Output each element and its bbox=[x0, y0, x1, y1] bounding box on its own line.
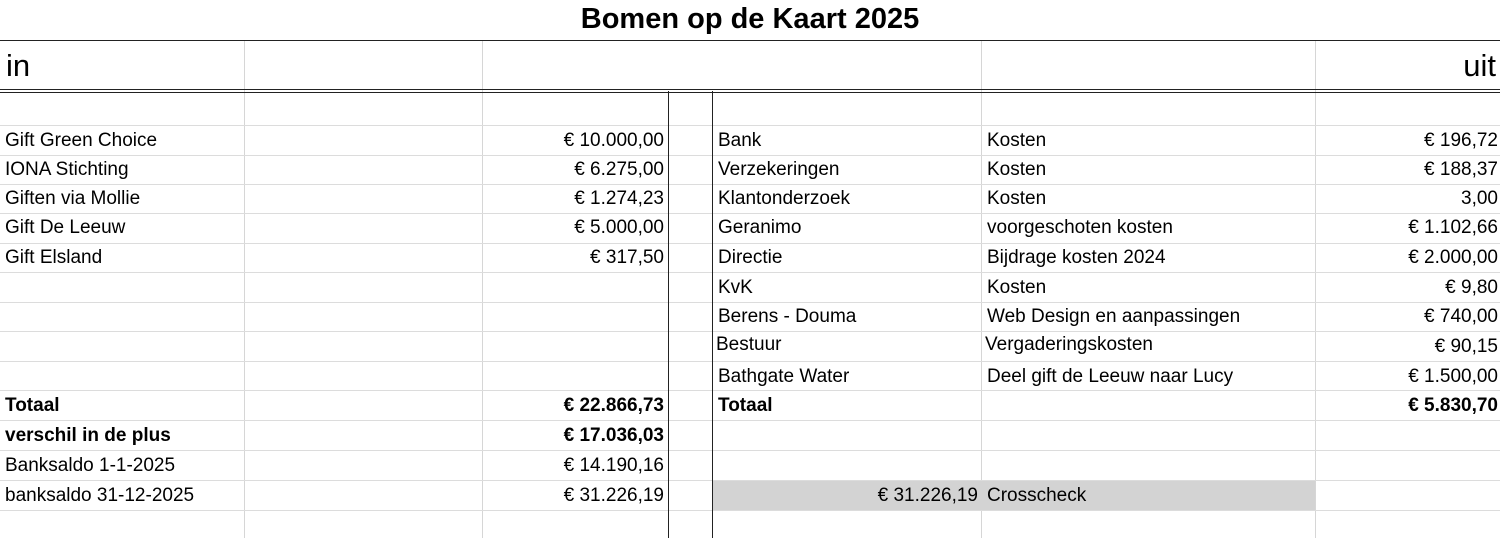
expense-amount: € 1.500,00 bbox=[1408, 366, 1498, 387]
expense-amount: € 1.102,66 bbox=[1408, 217, 1498, 238]
income-label: Gift Green Choice bbox=[5, 130, 158, 151]
expense-category: Kosten bbox=[987, 159, 1047, 180]
expense-category: Kosten bbox=[987, 188, 1047, 209]
column-separator bbox=[668, 91, 669, 538]
expense-category: Kosten bbox=[987, 130, 1047, 151]
grid-line bbox=[0, 450, 1500, 451]
grid-line bbox=[244, 40, 245, 538]
grid-line bbox=[1315, 40, 1316, 538]
income-label: Gift Elsland bbox=[5, 247, 103, 268]
expense-label: Klantonderzoek bbox=[718, 188, 851, 209]
income-label: Gift De Leeuw bbox=[5, 217, 126, 238]
expense-amount: € 90,15 bbox=[1434, 336, 1498, 357]
expense-amount: € 196,72 bbox=[1424, 130, 1498, 151]
expense-label: Directie bbox=[718, 247, 783, 268]
expense-label: KvK bbox=[718, 277, 753, 298]
crosscheck-amount: € 31.226,19 bbox=[877, 485, 978, 506]
header-border bbox=[0, 92, 1500, 93]
page-title: Bomen op de Kaart 2025 bbox=[580, 3, 920, 35]
grid-line bbox=[482, 40, 483, 538]
income-amount: € 10.000,00 bbox=[563, 130, 664, 151]
grid-line bbox=[0, 420, 1500, 421]
expense-amount: 3,00 bbox=[1461, 188, 1498, 209]
title-border bbox=[0, 40, 1500, 41]
header-border bbox=[0, 89, 1500, 90]
expense-total-amount: € 5.830,70 bbox=[1408, 395, 1498, 416]
income-label: Giften via Mollie bbox=[5, 188, 141, 209]
uit-header: uit bbox=[1463, 48, 1496, 83]
expense-label: Geranimo bbox=[718, 217, 802, 238]
grid-line bbox=[981, 40, 982, 538]
expense-label: Bank bbox=[718, 130, 762, 151]
expense-category: voorgeschoten kosten bbox=[987, 217, 1173, 238]
income-amount: € 317,50 bbox=[590, 247, 664, 268]
expense-category: Web Design en aanpassingen bbox=[987, 306, 1241, 327]
income-label: IONA Stichting bbox=[5, 159, 129, 180]
expense-category: Bijdrage kosten 2024 bbox=[987, 247, 1166, 268]
expense-category: Kosten bbox=[987, 277, 1047, 298]
income-total-label: Totaal bbox=[5, 395, 60, 416]
surplus-label: verschil in de plus bbox=[5, 425, 171, 446]
expense-label: Bathgate Water bbox=[718, 366, 850, 387]
expense-amount: € 188,37 bbox=[1424, 159, 1498, 180]
balance-end-amount: € 31.226,19 bbox=[563, 485, 664, 506]
expense-amount: € 9,80 bbox=[1445, 277, 1498, 298]
surplus-amount: € 17.036,03 bbox=[563, 425, 664, 446]
expense-amount: € 740,00 bbox=[1424, 306, 1498, 327]
balance-start-label: Banksaldo 1-1-2025 bbox=[5, 455, 176, 476]
expense-label: Verzekeringen bbox=[718, 159, 840, 180]
expense-category: Vergaderingskosten bbox=[985, 334, 1153, 355]
balance-start-amount: € 14.190,16 bbox=[563, 455, 664, 476]
column-separator bbox=[712, 91, 713, 538]
grid-line bbox=[0, 510, 1500, 511]
income-total-amount: € 22.866,73 bbox=[563, 395, 664, 416]
expense-label: Bestuur bbox=[716, 334, 782, 355]
income-amount: € 6.275,00 bbox=[574, 159, 664, 180]
expense-label: Berens - Douma bbox=[718, 306, 857, 327]
in-header: in bbox=[6, 48, 31, 83]
balance-end-label: banksaldo 31-12-2025 bbox=[5, 485, 195, 506]
expense-amount: € 2.000,00 bbox=[1408, 247, 1498, 268]
expense-category: Deel gift de Leeuw naar Lucy bbox=[987, 366, 1234, 387]
income-amount: € 1.274,23 bbox=[574, 188, 664, 209]
expense-total-label: Totaal bbox=[718, 395, 773, 416]
crosscheck-label: Crosscheck bbox=[987, 485, 1087, 506]
income-amount: € 5.000,00 bbox=[574, 217, 664, 238]
